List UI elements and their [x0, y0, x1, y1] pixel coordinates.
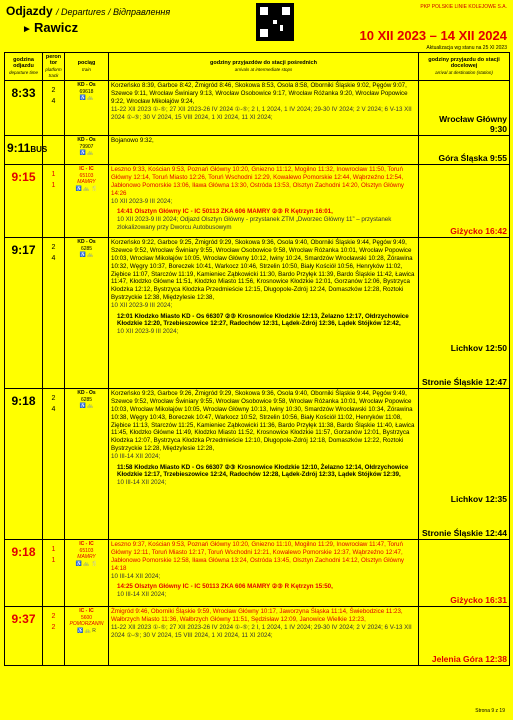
table-row	[5, 389, 510, 540]
train-info: KD - Os 69618 ♿ 🚲	[65, 81, 109, 136]
departure-time: 9:37	[5, 607, 43, 666]
departure-time: 9:17	[5, 238, 43, 389]
arrow-icon: ►	[22, 24, 32, 35]
destination: Lichkov 12:35 Stronie Śląskie 12:44	[419, 389, 510, 540]
page-title: Odjazdy / Departures / Відправлення	[6, 4, 171, 18]
amenity-icons: ♿ 🚲	[79, 150, 94, 157]
destination: Jelenia Góra 12:38	[419, 607, 510, 666]
departure-time: 8:33	[5, 81, 43, 136]
col-time: godzina odjazdu departure time	[5, 53, 43, 81]
table-row	[5, 540, 510, 607]
platform: 1 1	[43, 165, 65, 238]
update-note: Aktualizacja wg stanu na 25 XI 2023	[426, 45, 507, 51]
amenity-icons: ♿ 🚲	[79, 252, 94, 259]
page-number: Strona 9 z 19	[475, 708, 505, 714]
intermediate-stops: Korzeńsko 9:22, Garbce 9:25, Żmigród 9:29, Skokowa 9:36, Osola 9:40, Oborniki Śląskie 9:44, Pęgów 9:49, Szewce 9:52, Wrocław Świniary 9:55, Wrocław Osobowice 9:58, Wrocław Różanka 10:01, Wrocław Popowice 10:03, Wrocław Mikołajów 10:05, Wrocław Główny 10:12, Iwiny 10:24, Smardzów Wrocławski 10:28, Żórawina 10:32, Węgry 10:37, Boreczek 10:41, Warkocz 10:46, Strzelin 10:50, Biały Kościół 10:56, Henryków 11:02, Ziębice 11:07, Starczów 11:19, Kamieniec Ząbkowicki 11:30, Bardo Przyłęk 11:39, Bardo Śląskie 11:42, Ławica 11:47, Kłodzko Główne 11:51, Kłodzko Miasto 11:56, Krosnowice Kłodzkie 12:01, Gorzanów 12:06, Bystrzyca Kłodzka 12:12, Bystrzyca Kłodzka Przedmieście 12:15, Długopole-Zdrój 12:24, Domaszków 12:28, Roztoki Bystrzyckie 12:38, Międzylesie 12:38, 10 XII 2023-9 III 2024; 12:01 Kłodzko Miasto KD - Os 66307 ②③ Krosnowice Kłodzkie 12:13, Żelazno 12:17, Ołdrzychowice Kłodzkie 12:20, Trzebieszowice 12:27, Radochów 12:31, Lądek-Zdrój 12:36, Lądek Stójków 12:42, 10 XII 2023-9 III 2024;	[109, 238, 419, 389]
train-info: IC - IC 65103 MAMRY ♿ 🚲 🍴	[65, 165, 109, 238]
intermediate-stops: Bojanowo 9:32,	[109, 136, 419, 165]
qr-code-icon	[256, 3, 294, 41]
train-info: IC - IC 5600 POMORZANIN ♿ 🚲 R	[65, 607, 109, 666]
departure-time: 9:18	[5, 540, 43, 607]
train-info: KD - Os 6285 ♿ 🚲	[65, 389, 109, 540]
amenity-icons: ♿ 🚲	[79, 95, 94, 102]
intermediate-stops: Korzeńsko 8:39, Garbce 8:42, Żmigród 8:46, Skokowa 8:53, Osola 8:58, Oborniki Śląskie 9:02, Pęgów 9:07, Szewce 9:11, Wrocław Świniary 9:13, Wrocław Osobowice 9:17, Wrocław Różanka 9:20, Wrocław Popowice 9:22, Wrocław Mikołajów 9:24, 11-22 XII 2023 ①-⑤; 27 XII 2023-26 IV 2024 ①-⑤; 2 I, 1 2024, 1 IV 2024; 29-30 IV 2024; 2 V 2024; 6 V-13 XII 2024 ①-⑤; 30 V 2024, 15 VIII 2024, 1 XI 2024, 11 XI 2024;	[109, 81, 419, 136]
departure-time: 9:18	[5, 389, 43, 540]
destination: Giżycko 16:31	[419, 540, 510, 607]
train-info: KD - Os 6285 ♿ 🚲	[65, 238, 109, 389]
destination: Lichkov 12:50 Stronie Śląskie 12:47	[419, 238, 510, 389]
col-intermediate: godziny przyjazdów do stacji pośrednich arrivals at intermediate stops	[109, 53, 419, 81]
amenity-icons: ♿ 🚲 🍴	[75, 185, 98, 192]
platform: 2 4	[43, 81, 65, 136]
platform: 1 1	[43, 540, 65, 607]
destination: Wrocław Główny 9:30	[419, 81, 510, 136]
destination: Giżycko 16:42	[419, 165, 510, 238]
amenity-icons: ♿ 🚲	[79, 403, 94, 410]
departure-time: 9:11BUS	[5, 136, 43, 165]
amenity-icons: ♿ 🚲 🍴	[75, 560, 98, 567]
platform: 2 4	[43, 389, 65, 540]
departure-time: 9:15	[5, 165, 43, 238]
table-row	[5, 165, 510, 238]
amenity-icons: ♿ 🚲 R	[77, 627, 96, 634]
destination: Góra Śląska 9:55	[419, 136, 510, 165]
intermediate-stops: Korzeńsko 9:23, Garbce 9:26, Żmigród 9:29, Skokowa 9:36, Osola 9:40, Oborniki Śląskie 9:44, Pęgów 9:49, Szewce 9:52, Wrocław Świniary 9:55, Wrocław Osobowice 9:58, Wrocław Różanka 10:01, Wrocław Popowice 10:03, Wrocław Mikołajów 10:05, Wrocław Główny 10:13, Iwiny 10:30, Smardzów Wrocławski 10:34, Żórawina 10:38, Węgry 10:43, Boreczek 10:47, Warkocz 10:52, Strzelin 10:56, Biały Kościół 11:02, Henryków 11:08, Ziębice 11:13, Starczów 11:25, Kamieniec Ząbkowicki 11:36, Bardo Przyłęk 11:38, Bardo Śląskie 11:40, Ławica 11:45, Kłodzko Główne 11:49, Kłodzko Miasto 11:52, Krosnowice Kłodzkie 11:57, Gorzanów 12:01, Bystrzyca Kłodzka 12:07, Bystrzyca Kłodzka Przedmieście 12:10, Długopole-Zdrój 12:18, Domaszków 12:22, Roztoki Bystrzyckie 12:28, Międzylesie 12:28, 10 III-14 XII 2024; 11:58 Kłodzko Miasto KD - Os 66307 ②③ Krosnowice Kłodzkie 12:10, Żelazno 12:14, Ołdrzychowice Kłodzkie 12:17, Trzebieszowice 12:24, Radochów 12:28, Lądek-Zdrój 12:33, Lądek Stójków 12:39, 10 III-14 XII 2024;	[109, 389, 419, 540]
platform: 2 2	[43, 607, 65, 666]
departures-table	[4, 52, 510, 666]
intermediate-stops: Żmigród 9:46, Oborniki Śląskie 9:59, Wrocław Główny 10:17, Jaworzyna Śląska 11:14, Świebodzice 11:23, Wałbrzych Miasto 11:36, Wałbrzych Główny 11:51, Sędzisław 12:09, Janowice Wielkie 12:23, 11-22 XII 2023 ①-⑤; 27 XII 2023-26 IV 2024 ①-⑤; 2 I, 1 2024, 1 IV 2024; 29-30 IV 2024; 2 V 2024; 6 V-13 XII 2024 ①-⑤; 30 V 2024, 15 VIII 2024, 1 XI 2024, 11 XI 2024;	[109, 607, 419, 666]
table-row	[5, 81, 510, 136]
train-info: IC - IC 65103 MAMRY ♿ 🚲 🍴	[65, 540, 109, 607]
intermediate-stops: Leszno 9:37, Kościan 9:53, Poznań Główny 10:20, Gniezno 11:10, Mogilno 11:29, Inowrocław 11:47, Toruń Główny 12:11, Toruń Miasto 12:17, Toruń Wschodni 12:21, Kowalewo Pomorskie 12:37, Wąbrzeźno 12:47, Jabłonowo Pomorskie 12:58, Iława Główna 13:24, Ostróda 13:45, Olsztyn Zachodni 14:12, Olsztyn Główny 14:18 10 III-14 XII 2024; 14:25 Olsztyn Główny IC - IC 50113 ZKA 606 MAMRY ②③ R Kętrzyn 15:50, 10 III-14 XII 2024;	[109, 540, 419, 607]
col-destination: godziny przyjazdu do stacji docelowej arrival at destination (station)	[419, 53, 510, 81]
page-header	[0, 0, 513, 60]
pkp-logo: PKP POLSKIE LINIE KOLEJOWE S.A.	[420, 4, 507, 10]
intermediate-stops: Leszno 9:33, Kościan 9:53, Poznań Główny 10:20, Gniezno 11:12, Mogilno 11:32, Inowrocław 11:50, Toruń Główny 12:14, Toruń Miasto 12:26, Toruń Wschodni 12:29, Kowalewo Pomorskie 12:44, Wąbrzeźno 12:54, Jabłonowo Pomorskie 13:06, Iława Główna 13:30, Ostróda 13:53, Olsztyn Zachodni 14:20, Olsztyn Główny 14:26 10 XII 2023-9 III 2024; 14:41 Olsztyn Główny IC - IC 50113 ZKA 606 MAMRY ②③ R Kętrzyn 16:01, 10 XII 2023-9 III 2024; Odjazd Olsztyn Główny - przystanek ZTM „Dworzec Główny 11” – przystanek zlokalizowany przy Dworcu Autobusowym	[109, 165, 419, 238]
date-range: 10 XII 2023 – 14 XII 2024	[359, 28, 507, 43]
station-name: Rawicz	[34, 20, 79, 35]
col-platform: peron tor platform track	[43, 53, 65, 81]
platform: 2 4	[43, 238, 65, 389]
table-row	[5, 238, 510, 389]
table-row	[5, 136, 510, 165]
train-info: KD - Os 79907 ♿ 🚲	[65, 136, 109, 165]
table-row	[5, 607, 510, 666]
col-train: pociąg train	[65, 53, 109, 81]
